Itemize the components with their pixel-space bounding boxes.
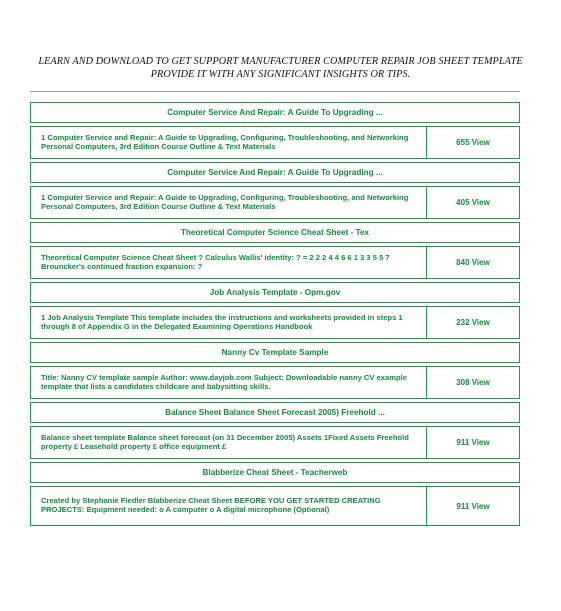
item-row[interactable] <box>30 186 520 219</box>
item-header[interactable]: Nanny Cv Template Sample <box>30 342 520 363</box>
item-views: 655 View <box>426 127 519 158</box>
item-views: 840 View <box>426 247 519 278</box>
item-row[interactable] <box>30 486 520 526</box>
item-description: Theoretical Computer Science Cheat Sheet ? Calculus Wallis' identity: ? = 2 2 2 4 4 6 6 1 3 3 5 5 7 Brouncker's continued fraction expansion: ? <box>41 252 390 271</box>
item-header[interactable]: Balance Sheet Balance Sheet Forecast 2005) Freehold ... <box>30 402 520 423</box>
item-description: Title: Nanny CV template sample Author: www.dayjob.com Subject: Downloadable nanny CV example template that lists a candidates childcare and babysitting skills. <box>41 372 407 391</box>
intro-text: LEARN AND DOWNLOAD TO GET SUPPORT MANUFACTURER COMPUTER REPAIR JOB SHEET TEMPLATE PROVIDE IT WITH ANY SIGNIFICANT INSIGHTS OR TIPS. <box>38 56 523 80</box>
item-header[interactable]: Blabberize Cheat Sheet - Teacherweb <box>30 462 520 483</box>
item-row[interactable] <box>30 426 520 459</box>
item-row[interactable] <box>30 246 520 279</box>
item-row[interactable] <box>30 306 520 339</box>
item-views: 308 View <box>426 367 519 398</box>
document-list <box>30 102 520 529</box>
item-description: 1 Computer Service and Repair: A Guide to Upgrading, Configuring, Troubleshooting, and Networking Personal Computers, 3rd Edition Course Outline & Text Materials <box>41 132 409 151</box>
item-views: 911 View <box>426 427 519 458</box>
item-header[interactable]: Theoretical Computer Science Cheat Sheet - Tex <box>30 222 520 243</box>
item-views: 232 View <box>426 307 519 338</box>
item-views: 405 View <box>426 187 519 218</box>
item-description: 1 Computer Service and Repair: A Guide to Upgrading, Configuring, Troubleshooting, and Networking Personal Computers, 3rd Edition Course Outline & Text Materials <box>41 192 409 211</box>
item-row[interactable] <box>30 126 520 159</box>
item-row[interactable] <box>30 366 520 399</box>
divider <box>30 91 520 92</box>
item-views: 911 View <box>426 487 519 525</box>
item-header[interactable]: Job Analysis Template - Opm.gov <box>30 282 520 303</box>
item-description: Balance sheet template Balance sheet forecast (on 31 December 2005) Assets 1Fixed Assets Freehold property £ Leasehold property £ office equipment £ <box>41 432 409 451</box>
item-header[interactable]: Computer Service And Repair: A Guide To Upgrading ... <box>30 162 520 183</box>
item-description: Created by Stephanie Fiedler Blabberize Cheat Sheet BEFORE YOU GET STARTED CREATING PROJECTS: Equipment needed: o A computer o A digital microphone (Optional) <box>41 496 381 514</box>
item-header[interactable]: Computer Service And Repair: A Guide To Upgrading ... <box>30 102 520 123</box>
item-description: 1 Job Analysis Template This template includes the instructions and worksheets provided in steps 1 through 8 of Appendix G in the Delegated Examining Operations Handbook <box>41 312 403 331</box>
